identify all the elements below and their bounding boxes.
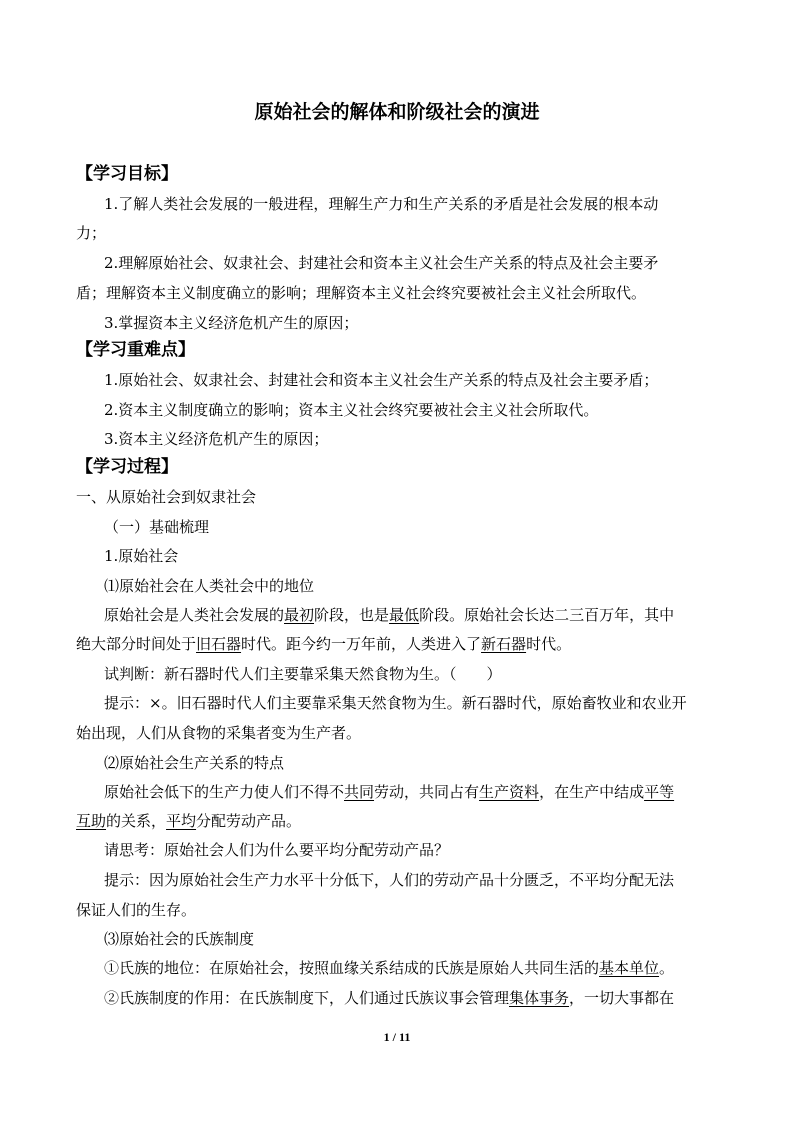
- text-segment: 的关系，: [106, 812, 167, 830]
- clan-system-role-line: [104, 988, 674, 1008]
- text-segment: 时代。距今约一万年前，人类进入了: [241, 635, 482, 653]
- question-3-title: ⑶原始社会的氏族制度: [104, 930, 255, 948]
- hint-2-line-1: 提示：因为原始社会生产力水平十分低下，人们的劳动产品十分匮乏，不平均分配无法: [104, 871, 675, 889]
- key-point-3: 3.资本主义经济危机产生的原因；: [104, 430, 329, 448]
- text-segment: ，在生产中结成: [539, 783, 645, 801]
- paragraph-1-line-2: [76, 634, 571, 654]
- underlined-answer: 生产资料: [479, 783, 540, 801]
- question-1-title: ⑴原始社会在人类社会中的地位: [104, 577, 315, 595]
- paragraph-2-line-1: [104, 782, 674, 802]
- underlined-answer: 互助: [76, 812, 107, 830]
- text-segment: 劳动，共同占有: [374, 783, 480, 801]
- think-question: 请思考：原始社会人们为什么要平均分配劳动产品？: [104, 841, 450, 859]
- underlined-answer: 平均: [166, 812, 197, 830]
- underlined-answer: 平等: [644, 783, 675, 801]
- section-heading-process: 【学习过程】: [76, 457, 178, 477]
- text-segment: ②氏族制度的作用：在氏族制度下，人们通过氏族议事会管理: [104, 989, 510, 1007]
- question-2-title: ⑵原始社会生产关系的特点: [104, 754, 285, 772]
- goal-item-2-line-2: 盾；理解资本主义制度确立的影响；理解资本主义社会终究要被社会主义社会所取代。: [76, 284, 647, 302]
- underlined-answer: 集体事务: [509, 989, 570, 1007]
- topic-primitive-society: 1.原始社会: [104, 547, 179, 565]
- key-point-2: 2.资本主义制度确立的影响；资本主义社会终究要被社会主义社会所取代。: [104, 401, 599, 419]
- text-segment: 。: [659, 959, 675, 977]
- underlined-answer: 最初: [284, 606, 315, 624]
- text-segment: ，一切大事都在: [569, 989, 675, 1007]
- section-heading-key-points: 【学习重难点】: [76, 340, 195, 360]
- goal-item-1-line-1: 1.了解人类社会发展的一般进程，理解生产力和生产关系的矛盾是社会发展的根本动: [104, 195, 659, 213]
- hint-1-line-2: 始出现，人们从食物的采集者变为生产者。: [76, 724, 362, 742]
- underlined-answer: 旧石器: [196, 635, 242, 653]
- text-segment: 阶段。原始社会长达二三百万年，其中: [419, 606, 675, 624]
- text-segment: 原始社会是人类社会发展的: [104, 606, 285, 624]
- paragraph-1-line-1: [104, 605, 674, 625]
- underlined-answer: 新石器: [481, 635, 527, 653]
- text-segment: 时代。: [526, 635, 572, 653]
- text-segment: 分配劳动产品。: [196, 812, 302, 830]
- text-segment: ①氏族的地位：在原始社会，按照血缘关系结成的氏族是原始人共同生活的: [104, 959, 600, 977]
- underlined-answer: 基本单位: [599, 959, 660, 977]
- goal-item-3: 3.掌握资本主义经济危机产生的原因；: [104, 314, 359, 332]
- hint-1-line-1: 提示：×。旧石器时代人们主要靠采集天然食物为生。新石器时代，原始畜牧业和农业开: [104, 694, 687, 712]
- paragraph-2-line-2: [76, 811, 301, 831]
- text-segment: 原始社会低下的生产力使人们不得不: [104, 783, 345, 801]
- hint-2-line-2: 保证人们的生存。: [76, 901, 197, 919]
- underlined-answer: 最低: [389, 606, 420, 624]
- sub-heading-basics: （一）基础梳理: [104, 518, 210, 536]
- goal-item-2-line-1: 2.理解原始社会、奴隶社会、封建社会和资本主义社会生产关系的特点及社会主要矛: [104, 254, 659, 272]
- section-heading-goals: 【学习目标】: [76, 164, 178, 184]
- text-segment: 阶段，也是: [314, 606, 390, 624]
- page-title: 原始社会的解体和阶级社会的演进: [254, 101, 540, 123]
- page-number: 1 / 11: [383, 1030, 411, 1044]
- goal-item-1-line-2: 力；: [76, 224, 107, 242]
- underlined-answer: 共同: [344, 783, 375, 801]
- judgement-question: 试判断：新石器时代人们主要靠采集天然食物为生。（ ）: [104, 665, 502, 683]
- clan-status-line: [104, 958, 674, 978]
- key-point-1: 1.原始社会、奴隶社会、封建社会和资本主义社会生产关系的特点及社会主要矛盾；: [104, 371, 659, 389]
- part-heading-1: 一、从原始社会到奴隶社会: [76, 488, 257, 506]
- text-segment: 绝大部分时间处于: [76, 635, 197, 653]
